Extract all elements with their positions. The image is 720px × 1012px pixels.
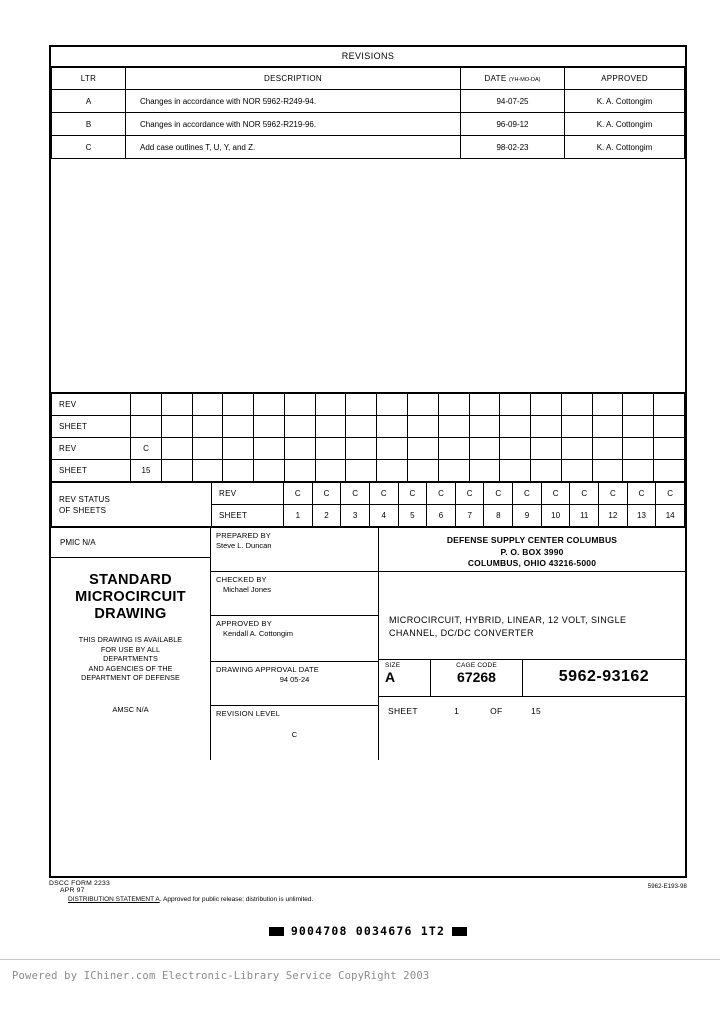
grid-cell — [469, 460, 500, 482]
grid-cell — [438, 394, 469, 416]
revision-date: 96-09-12 — [461, 113, 565, 136]
revision-ltr: C — [52, 136, 126, 159]
grid-cell — [131, 416, 162, 438]
sheet-of-label: OF — [490, 706, 503, 716]
std-drawing-title — [51, 572, 210, 623]
form-date: APR 97 — [60, 887, 85, 894]
size-value: A — [385, 669, 396, 685]
grid-cell — [223, 394, 254, 416]
sheet-num-cell: 14 — [656, 505, 685, 527]
grid-cell — [254, 460, 285, 482]
watermark-text: Powered by IChiner.com Electronic-Library Service CopyRight 2003 — [12, 970, 430, 982]
grid-cell — [438, 416, 469, 438]
size-cage-number-row — [379, 660, 685, 697]
grid-cell — [377, 416, 408, 438]
sheet-rev-cell: C — [284, 483, 313, 505]
grid-cell — [561, 460, 592, 482]
agency-address — [379, 528, 685, 572]
sheet-num-cell: 6 — [427, 505, 456, 527]
grid-cell — [654, 416, 685, 438]
sheet-current: 1 — [454, 706, 460, 716]
grid-cell — [377, 438, 408, 460]
grid-cell — [192, 438, 223, 460]
size-label: SIZE — [385, 662, 401, 669]
sheet-rev-cell: C — [455, 483, 484, 505]
form-number: DSCC FORM 2233 — [49, 880, 110, 887]
rev-status-of-sheets-table — [51, 482, 685, 527]
barcode-line — [49, 924, 687, 938]
rev-status-label-line1: REV STATUS — [59, 494, 111, 504]
grid-cell: C — [131, 438, 162, 460]
table-row — [52, 460, 685, 482]
device-title-line1: MICROCIRCUIT, HYBRID, LINEAR, 12 VOLT, SINGLE — [389, 615, 627, 625]
grid-cell — [408, 438, 439, 460]
row-label-rev: REV — [212, 483, 284, 505]
distribution-statement-text: . Approved for public release; distribution is unlimited. — [159, 896, 314, 903]
approved-by-name: Kendall A. Cottongim — [223, 629, 294, 638]
cage-value: 67268 — [457, 669, 496, 685]
grid-cell — [469, 416, 500, 438]
revision-level-cell — [211, 706, 378, 760]
agency-line1: DEFENSE SUPPLY CENTER COLUMBUS — [446, 535, 618, 545]
sheet-rev-cell: C — [427, 483, 456, 505]
revision-approved: K. A. Cottongim — [565, 113, 685, 136]
revision-level-value: C — [291, 730, 298, 739]
grid-cell — [592, 460, 623, 482]
title-block-right — [379, 528, 685, 760]
title-block — [51, 527, 685, 760]
row-label-rev: REV — [52, 438, 131, 460]
header-description: DESCRIPTION — [126, 68, 461, 90]
barcode-block-right-icon — [452, 927, 467, 936]
grid-cell — [623, 416, 654, 438]
grid-cell — [531, 416, 562, 438]
sheet-num-cell: 7 — [455, 505, 484, 527]
grid-cell: 15 — [131, 460, 162, 482]
row-label-sheet: SHEET — [52, 416, 131, 438]
checked-by-label: CHECKED BY — [216, 575, 267, 584]
grid-cell — [592, 416, 623, 438]
grid-cell — [254, 438, 285, 460]
distribution-statement — [49, 896, 687, 903]
cage-label: CAGE CODE — [456, 662, 497, 669]
grid-cell — [654, 394, 685, 416]
approved-by-cell — [211, 616, 378, 662]
checked-by-cell — [211, 572, 378, 616]
grid-cell — [284, 416, 315, 438]
device-title — [379, 572, 685, 660]
barcode-block-left-icon — [269, 927, 284, 936]
grid-cell — [623, 394, 654, 416]
header-ltr: LTR — [52, 68, 126, 90]
grid-cell — [377, 394, 408, 416]
grid-cell — [408, 394, 439, 416]
sheet-rev-cell: C — [312, 483, 341, 505]
grid-cell — [500, 416, 531, 438]
agency-line2: P. O. BOX 3990 — [500, 546, 564, 557]
rev-sheet-grid-upper — [51, 393, 685, 482]
header-date — [461, 68, 565, 90]
rev-status-block — [51, 393, 685, 527]
revision-approved: K. A. Cottongim — [565, 90, 685, 113]
sheet-number-row — [379, 697, 685, 734]
grid-cell — [408, 416, 439, 438]
revision-date: 94-07-25 — [461, 90, 565, 113]
grid-cell — [654, 460, 685, 482]
sheet-num-cell: 4 — [369, 505, 398, 527]
rev-status-label-line2: OF SHEETS — [59, 505, 107, 515]
page-footer — [49, 880, 687, 938]
grid-cell — [315, 438, 346, 460]
rev-status-label — [52, 483, 212, 527]
sheet-rev-cell: C — [484, 483, 513, 505]
sheet-num-cell: 11 — [570, 505, 599, 527]
revisions-block — [51, 47, 685, 159]
std-drawing-line2: MICROCIRCUIT — [75, 589, 186, 605]
checked-by-name: Michael Jones — [223, 585, 271, 594]
revision-approved: K. A. Cottongim — [565, 136, 685, 159]
drawing-number-cell — [523, 660, 685, 696]
sheet-num-cell: 10 — [541, 505, 570, 527]
grid-cell — [469, 394, 500, 416]
grid-cell — [531, 460, 562, 482]
sheet-num-cell: 5 — [398, 505, 427, 527]
amsc-field: AMSC N/A — [112, 704, 149, 714]
sheet-rev-cell: C — [599, 483, 628, 505]
approval-date-value: 94 05-24 — [279, 675, 310, 684]
grid-cell — [346, 438, 377, 460]
grid-cell — [654, 438, 685, 460]
table-row — [52, 438, 685, 460]
availability-statement — [51, 635, 210, 683]
std-drawing-line3: DRAWING — [94, 606, 167, 622]
grid-cell — [284, 394, 315, 416]
watermark-divider — [0, 959, 720, 960]
grid-cell — [561, 394, 592, 416]
grid-cell — [531, 438, 562, 460]
distribution-statement-prefix: DISTRIBUTION STATEMENT A — [68, 896, 160, 903]
size-cell — [379, 660, 431, 696]
agency-line3: COLUMBUS, OHIO 43216-5000 — [467, 558, 597, 568]
approval-date-cell — [211, 662, 378, 706]
header-approved: APPROVED — [565, 68, 685, 90]
pmic-field: PMIC N/A — [51, 528, 210, 558]
drawing-number-value: 5962-93162 — [558, 668, 650, 685]
grid-cell — [623, 460, 654, 482]
grid-cell — [192, 394, 223, 416]
grid-cell — [500, 394, 531, 416]
prepared-by-name: Steve L. Duncan — [216, 541, 272, 550]
grid-cell — [500, 460, 531, 482]
header-date-format: (YH-MO-DA) — [509, 77, 541, 83]
grid-cell — [623, 438, 654, 460]
sheet-total: 15 — [530, 706, 542, 716]
grid-cell — [438, 438, 469, 460]
grid-cell — [192, 416, 223, 438]
grid-cell — [223, 438, 254, 460]
sheet-num-cell: 8 — [484, 505, 513, 527]
sheet-rev-cell: C — [398, 483, 427, 505]
sheet-num-cell: 1 — [284, 505, 313, 527]
grid-cell — [161, 416, 192, 438]
revision-level-label: REVISION LEVEL — [216, 709, 281, 718]
approved-by-label: APPROVED BY — [216, 619, 272, 628]
availability-line4: AND AGENCIES OF THE — [88, 663, 173, 673]
revision-ltr: A — [52, 90, 126, 113]
grid-cell — [592, 394, 623, 416]
device-title-line2: CHANNEL, DC/DC CONVERTER — [389, 628, 534, 638]
grid-cell — [592, 438, 623, 460]
grid-cell — [315, 394, 346, 416]
std-drawing-line1: STANDARD — [89, 572, 172, 588]
table-row — [52, 394, 685, 416]
standard-drawing-panel — [51, 572, 210, 754]
grid-cell — [500, 438, 531, 460]
sheet-rev-cell: C — [656, 483, 685, 505]
grid-cell — [346, 460, 377, 482]
grid-cell — [315, 416, 346, 438]
grid-cell — [346, 394, 377, 416]
grid-cell — [254, 394, 285, 416]
grid-cell — [161, 460, 192, 482]
availability-line3: DEPARTMENTS — [103, 654, 158, 663]
grid-cell — [284, 438, 315, 460]
prepared-by-label: PREPARED BY — [216, 531, 271, 540]
revisions-title: REVISIONS — [51, 47, 685, 67]
sheet-rev-cell: C — [513, 483, 542, 505]
revision-ltr: B — [52, 113, 126, 136]
grid-cell — [223, 460, 254, 482]
availability-line1: THIS DRAWING IS AVAILABLE — [78, 635, 183, 644]
grid-cell — [377, 460, 408, 482]
grid-cell — [315, 460, 346, 482]
header-date-text: DATE — [484, 74, 507, 83]
revision-description: Changes in accordance with NOR 5962-R249-94. — [126, 90, 461, 113]
title-block-left — [51, 528, 211, 760]
sheet-rev-cell: C — [627, 483, 656, 505]
revision-description: Changes in accordance with NOR 5962-R219-96. — [126, 113, 461, 136]
sheet-rev-cell: C — [341, 483, 370, 505]
table-row — [52, 90, 685, 113]
grid-cell — [531, 394, 562, 416]
revision-description: Add case outlines T, U, Y, and Z. — [126, 136, 461, 159]
cage-code-cell — [431, 660, 523, 696]
sheet-num-cell: 9 — [513, 505, 542, 527]
table-row — [52, 416, 685, 438]
approval-date-label: DRAWING APPROVAL DATE — [216, 665, 319, 674]
grid-cell — [346, 416, 377, 438]
sheet-num-cell: 12 — [599, 505, 628, 527]
prepared-by-cell — [211, 528, 378, 572]
availability-line5: DEPARTMENT OF DEFENSE — [81, 673, 180, 682]
grid-cell — [284, 460, 315, 482]
row-label-rev: REV — [52, 394, 131, 416]
grid-cell — [161, 438, 192, 460]
sheet-num-cell: 13 — [627, 505, 656, 527]
grid-cell — [223, 416, 254, 438]
row-label-sheet: SHEET — [52, 460, 131, 482]
sheet-rev-cell: C — [541, 483, 570, 505]
sheet-label: SHEET — [388, 706, 418, 716]
availability-line2: FOR USE BY ALL — [100, 644, 161, 654]
sheet-rev-cell: C — [570, 483, 599, 505]
grid-cell — [438, 460, 469, 482]
revision-date: 98-02-23 — [461, 136, 565, 159]
sheet-rev-cell: C — [369, 483, 398, 505]
grid-cell — [469, 438, 500, 460]
table-row — [52, 113, 685, 136]
grid-cell — [131, 394, 162, 416]
form-code: 5962-E193-98 — [647, 884, 687, 890]
grid-cell — [161, 394, 192, 416]
title-block-middle — [211, 528, 379, 760]
grid-cell — [561, 438, 592, 460]
grid-cell — [192, 460, 223, 482]
table-row — [52, 483, 685, 505]
revisions-table — [51, 67, 685, 159]
sheet-num-cell: 2 — [312, 505, 341, 527]
sheet-num-cell: 3 — [341, 505, 370, 527]
drawing-border-frame — [49, 45, 687, 878]
barcode-text: 9004708 0034676 1T2 — [290, 924, 446, 938]
row-label-sheet: SHEET — [212, 505, 284, 527]
table-row — [52, 136, 685, 159]
revisions-header-row — [52, 68, 685, 90]
grid-cell — [254, 416, 285, 438]
grid-cell — [561, 416, 592, 438]
grid-cell — [408, 460, 439, 482]
